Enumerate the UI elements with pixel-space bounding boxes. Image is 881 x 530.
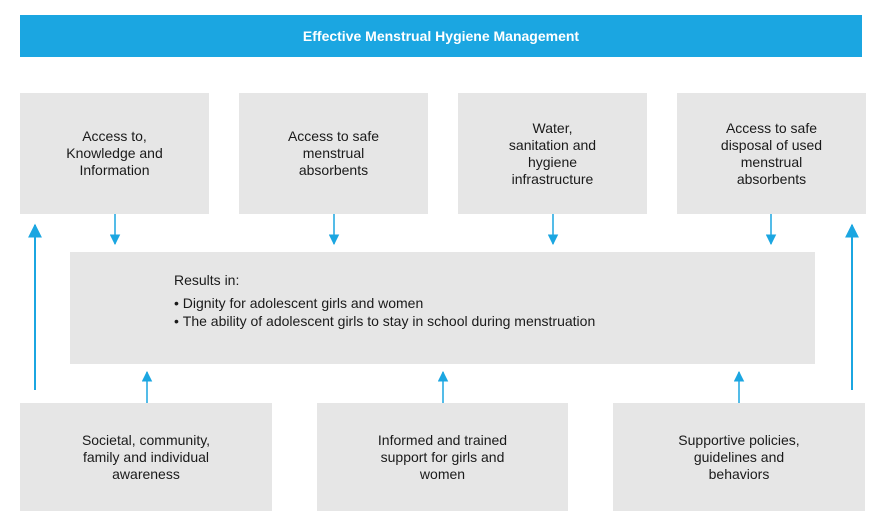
diagram-title: Effective Menstrual Hygiene Management <box>302 28 580 44</box>
top-box-disposal <box>677 93 866 214</box>
results-list <box>174 294 815 330</box>
bottom-box-policies <box>613 403 865 511</box>
top-box-absorbents <box>239 93 428 214</box>
top-box-label: Access to safe disposal of used menstrual absorbents <box>720 119 823 187</box>
top-box-wash <box>458 93 647 214</box>
results-heading: Results in: <box>174 272 240 288</box>
diagram-title-banner <box>20 15 862 57</box>
bottom-box-label: Informed and trained support for girls and women <box>377 431 508 482</box>
results-box <box>70 252 815 364</box>
results-item: • The ability of adolescent girls to stay in school during menstruation <box>174 312 815 330</box>
bottom-box-awareness <box>20 403 272 511</box>
results-item: • Dignity for adolescent girls and women <box>174 294 815 312</box>
bottom-box-label: Societal, community, family and individual awareness <box>81 431 211 482</box>
top-box-label: Water, sanitation and hygiene infrastructure <box>508 119 597 187</box>
bottom-box-support <box>317 403 568 511</box>
top-box-label: Access to, Knowledge and Information <box>66 128 163 178</box>
bottom-box-label: Supportive policies, guidelines and behaviors <box>678 431 800 482</box>
top-box-label: Access to safe menstrual absorbents <box>287 128 380 178</box>
top-box-knowledge <box>20 93 209 214</box>
